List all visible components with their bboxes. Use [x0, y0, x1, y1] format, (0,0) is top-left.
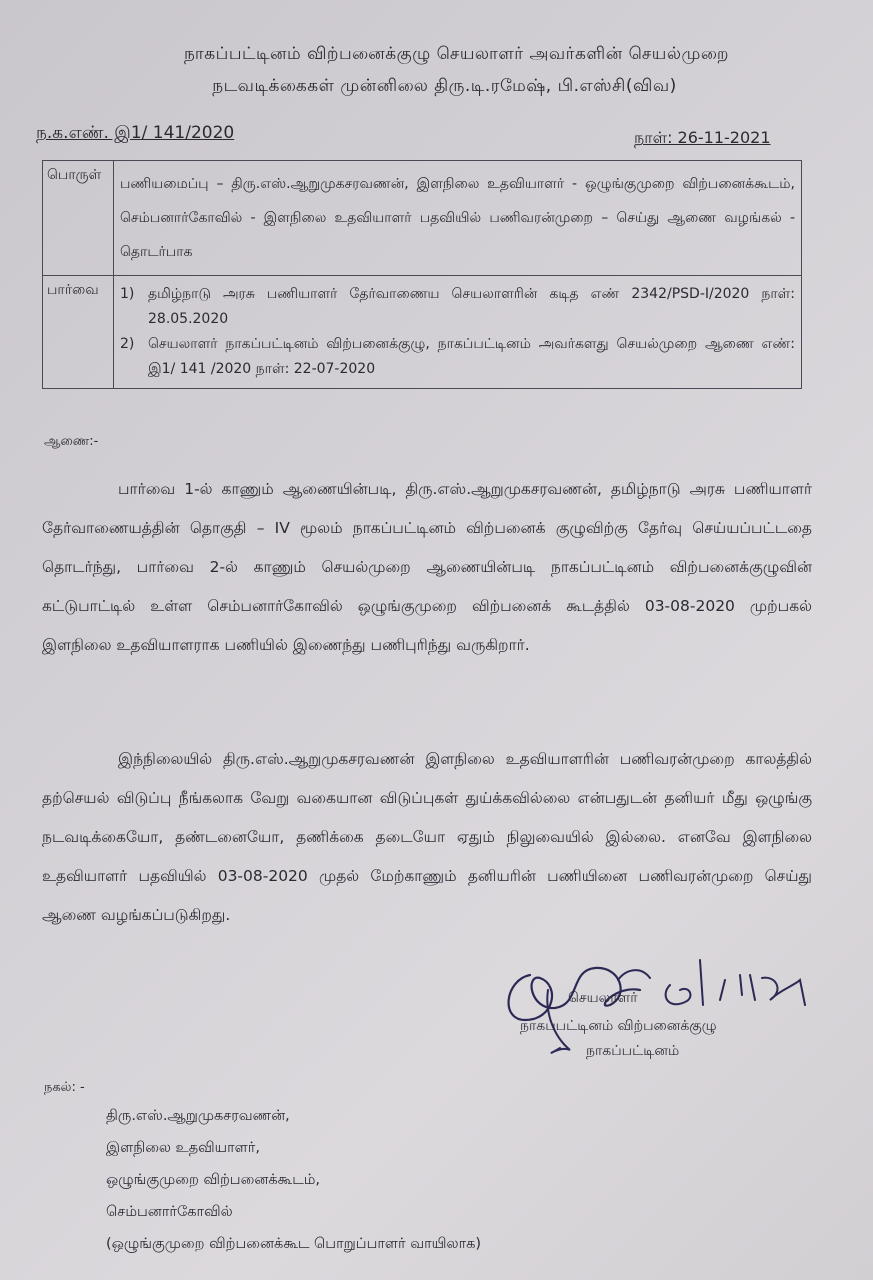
copy-line-3: ஒழுங்குமுறை விற்பனைக்கூடம்,: [106, 1172, 321, 1188]
copy-label: நகல்: -: [44, 1080, 85, 1095]
reference-number-2: 2): [120, 336, 135, 352]
subject-reference-table: [42, 160, 802, 389]
subject-text: பணியமைப்பு – திரு.எஸ்.ஆறுமுகசரவணன், இளநிலை உதவியாளர் - ஒழுங்குமுறை விற்பனைக்கூடம், செம்பனார்கோவில் - இளநிலை உதவியாளர் பதவியில் பணிவரன்முறை – செய்து ஆணை வழங்கல் - தொடர்பாக: [114, 161, 802, 276]
paragraph-2: இந்நிலையில் திரு.எஸ்.ஆறுமுகசரவணன் இளநிலை உதவியாளரின் பணிவரன்முறை காலத்தில் தற்செயல் விடுப்பு நீங்கலாக வேறு வகையான விடுப்புகள் துய்க்கவில்லை என்பதுடன் தனியர் மீது ஒழுங்கு நடவடிக்கையோ, தண்டனையோ, தணிக்கை தடையோ ஏதும் நிலுவையில் இல்லை. எனவே இளநிலை உதவியாளர் பதவியில் 03-08-2020 முதல் மேற்காணும் தனியரின் பணியினை பணிவரன்முறை செய்து ஆணை வழங்கப்படுகிறது.: [42, 750, 812, 924]
references-list: [120, 282, 795, 382]
reference-text-2: செயலாளர் நாகப்பட்டினம் விற்பனைக்குழு, நாகப்பட்டினம் அவர்களது செயல்முறை ஆணை எண்: இ1/ 141 /2020 நாள்: 22-07-2020: [148, 336, 795, 377]
signatory-title: செயலாளர்: [568, 990, 638, 1006]
copy-line-1: திரு.எஸ்.ஆறுமுகசரவணன்,: [106, 1108, 290, 1124]
references-row: [43, 276, 802, 389]
references-cell: [114, 276, 802, 389]
header-line-2: நடவடிக்கைகள் முன்னிலை திரு.டி.ரமேஷ், பி.எஸ்சி(விவ): [212, 76, 677, 96]
header-line-1: நாகப்பட்டினம் விற்பனைக்குழு செயலாளர் அவர்களின் செயல்முறை: [184, 44, 729, 64]
list-item: [120, 332, 795, 382]
copy-line-2: இளநிலை உதவியாளர்,: [106, 1140, 260, 1156]
copy-line-4: செம்பனார்கோவில்: [106, 1204, 233, 1220]
reference-number: ந.க.எண். இ1/ 141/2020: [36, 123, 235, 143]
document-date: நாள்: 26-11-2021: [634, 128, 771, 147]
list-item: [120, 282, 795, 332]
copy-line-5: (ஒழுங்குமுறை விற்பனைக்கூட பொறுப்பாளர் வாயிலாக): [106, 1236, 482, 1252]
signatory-place: நாகப்பட்டினம்: [586, 1043, 680, 1059]
references-label: பார்வை: [43, 276, 114, 389]
paragraph-1: பார்வை 1-ல் காணும் ஆணையின்படி, திரு.எஸ்.ஆறுமுகசரவணன், தமிழ்நாடு அரசு பணியாளர் தேர்வாணையத்தின் தொகுதி – IV மூலம் நாகப்பட்டினம் விற்பனைக் குழுவிற்கு தேர்வு செய்யப்பட்டதை தொடர்ந்து, பார்வை 2-ல் காணும் செயல்முறை ஆணையின்படி நாகப்பட்டினம் விற்பனைக்குழுவின் கட்டுபாட்டில் உள்ள செம்பனார்கோவில் ஒழுங்குமுறை விற்பனைக் கூடத்தில் 03-08-2020 முற்பகல் இளநிலை உதவியாளராக பணியில் இணைந்து பணிபுரிந்து வருகிறார்.: [42, 480, 812, 654]
subject-label: பொருள்: [43, 161, 114, 276]
subject-row: [43, 161, 802, 276]
reference-number-1: 1): [120, 286, 135, 302]
order-label: ஆணை:-: [44, 434, 99, 449]
reference-text-1: தமிழ்நாடு அரசு பணியாளர் தேர்வாணைய செயலாளரின் கடித எண் 2342/PSD-I/2020 நாள்: 28.05.2020: [148, 286, 795, 327]
copy-recipient: [106, 1100, 481, 1260]
signatory-office: நாகப்பட்டினம் விற்பனைக்குழு: [520, 1018, 717, 1034]
